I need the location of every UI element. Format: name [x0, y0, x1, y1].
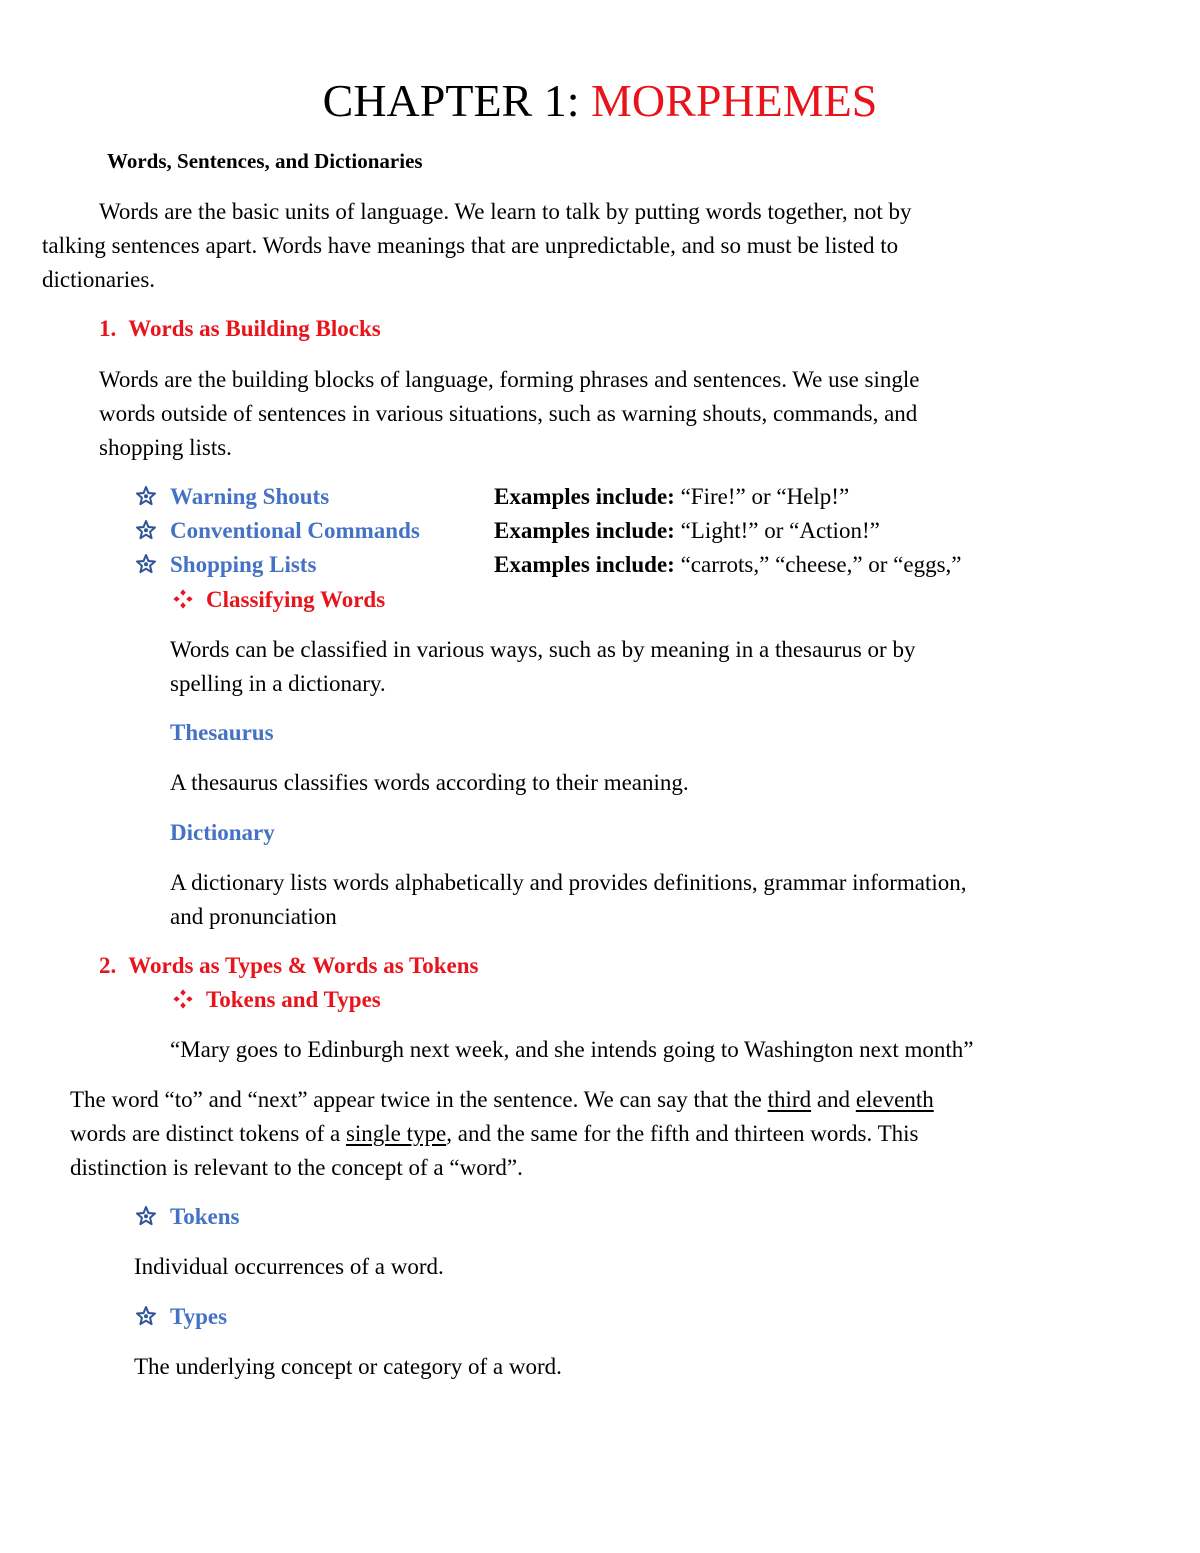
types-text: The underlying concept or category of a word. [134, 1354, 562, 1379]
section-2-para-line-3: distinction is relevant to the concept of a “word”. [70, 1155, 523, 1180]
section-1-title: Words as Building Blocks [128, 316, 381, 341]
section-2-heading [99, 954, 478, 977]
tokens-heading: Tokens [170, 1204, 240, 1229]
dictionary-text-line-2: and pronunciation [170, 904, 337, 929]
thesaurus-heading: Thesaurus [170, 720, 274, 745]
four-diamond-icon [172, 988, 194, 1010]
star-outline-icon [135, 553, 157, 575]
example-label-warning: Warning Shouts [170, 484, 330, 509]
classifying-bullet [172, 588, 194, 611]
example-text-shopping: Examples include: “carrots,” “cheese,” or “eggs,” [494, 552, 962, 577]
section-subtitle: Words, Sentences, and Dictionaries [107, 149, 423, 173]
page-title [0, 75, 1200, 126]
star-outline-icon [135, 1305, 157, 1327]
tokens-bullet [135, 1205, 157, 1228]
underlined-single-type: single type [345, 1121, 447, 1146]
section-2-title: Words as Types & Words as Tokens [128, 953, 479, 978]
example-label-shopping: Shopping Lists [170, 552, 317, 577]
section-1-para-line-3: shopping lists. [99, 435, 232, 460]
dictionary-heading: Dictionary [170, 820, 275, 845]
section-2-number: 2. [99, 953, 117, 978]
classifying-heading: Classifying Words [206, 587, 386, 612]
example-text-commands: Examples include: “Light!” or “Action!” [494, 518, 880, 543]
thesaurus-text: A thesaurus classifies words according to their meaning. [170, 770, 689, 795]
tokens-types-bullet [172, 988, 194, 1011]
star-outline-icon [135, 1205, 157, 1227]
example-label-commands: Conventional Commands [170, 518, 420, 543]
section-1-para-line-1: Words are the building blocks of language, forming phrases and sentences. We use single [99, 367, 920, 392]
intro-line-3: dictionaries. [42, 267, 156, 292]
types-heading: Types [170, 1304, 228, 1329]
example-item-shopping [135, 553, 157, 576]
intro-line-2: talking sentences apart. Words have meanings that are unpredictable, and so must be listed to [42, 233, 899, 258]
example-text-warning: Examples include: “Fire!” or “Help!” [494, 484, 850, 509]
types-bullet [135, 1305, 157, 1328]
star-outline-icon [135, 485, 157, 507]
tokens-types-heading: Tokens and Types [206, 987, 381, 1012]
example-item-commands [135, 519, 157, 542]
section-2-para-line-1: The word “to” and “next” appear twice in the sentence. We can say that the third and eleventh [70, 1087, 934, 1112]
example-sentence-quote: “Mary goes to Edinburgh next week, and she intends going to Washington next month” [170, 1037, 974, 1062]
title-prefix: CHAPTER 1: [322, 75, 592, 126]
section-1-number: 1. [99, 316, 117, 341]
underlined-third: third [767, 1087, 812, 1112]
classifying-para-line-1: Words can be classified in various ways, such as by meaning in a thesaurus or by [170, 637, 916, 662]
title-highlight: MORPHEMES [591, 75, 878, 126]
classifying-para-line-2: spelling in a dictionary. [170, 671, 386, 696]
example-item-warning [135, 485, 157, 508]
dictionary-text-line-1: A dictionary lists words alphabetically and provides definitions, grammar information, [170, 870, 967, 895]
intro-line-1: Words are the basic units of language. We learn to talk by putting words together, not by [99, 199, 912, 224]
tokens-text: Individual occurrences of a word. [134, 1254, 444, 1279]
section-1-heading [99, 317, 381, 340]
section-2-para-line-2: words are distinct tokens of a single type, and the same for the fifth and thirteen words. This [70, 1121, 919, 1146]
underlined-eleventh: eleventh [855, 1087, 934, 1112]
section-1-para-line-2: words outside of sentences in various situations, such as warning shouts, commands, and [99, 401, 918, 426]
four-diamond-icon [172, 588, 194, 610]
star-outline-icon [135, 519, 157, 541]
